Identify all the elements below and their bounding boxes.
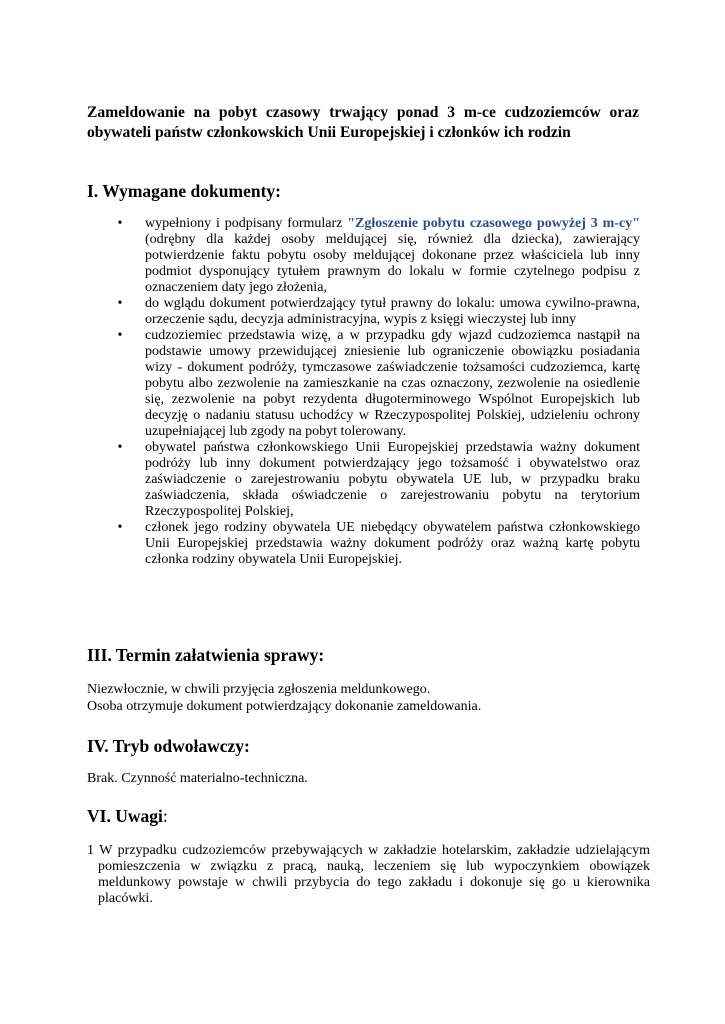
list-item-text: członek jego rodziny obywatela UE niebędący obywatelem państwa członkowskiego Unii Europejskiej przedstawia ważny dokument podróży oraz ważną kartę pobytu członka rodziny obywatela Unii Europejskiej. — [145, 520, 640, 567]
required-documents-list — [110, 216, 640, 568]
bullet-icon: • — [117, 328, 123, 343]
appeal-text: Brak. Czynność materialno-techniczna. — [87, 771, 308, 786]
bullet-icon: • — [117, 440, 123, 455]
remarks-note: 1 W przypadku cudzoziemców przebywających w zakładzie hotelarskim, zakładzie udzielającym pomieszczenia w związku z pracą, nauką, leczeniem się lub wypoczynkiem obowiązek meldunkowy powstaje w chwili przybycia do tego zakładu i dokonuje się go u kierownika placówki. — [87, 843, 650, 906]
section-heading-appeal: IV. Tryb odwoławczy: — [87, 736, 250, 756]
remarks-heading-text: VI. Uwagi — [87, 806, 163, 826]
deadline-text-2: Osoba otrzymuje dokument potwierdzający dokonanie zameldowania. — [87, 699, 482, 714]
form-name-link[interactable]: "Zgłoszenie pobytu czasowego powyżej 3 m-cy" — [347, 216, 640, 231]
list-item-text: wypełniony i podpisany formularz — [145, 216, 348, 231]
section-heading-remarks — [87, 805, 168, 827]
list-item — [110, 216, 640, 296]
document-title: Zameldowanie na pobyt czasowy trwający ponad 3 m-ce cudzoziemców oraz obywateli państw członkowskich Unii Europejskiej i członków ich rodzin — [87, 104, 639, 141]
list-item-text: do wglądu dokument potwierdzający tytuł prawny do lokalu: umowa cywilno-prawna, orzeczenie sądu, decyzja administracyjna, wypis z księgi wieczystej lub inny — [145, 296, 640, 327]
section-heading-required-documents: I. Wymagane dokumenty: — [87, 181, 281, 201]
list-item-text: (odrębny dla każdej osoby meldującej się, również dla dziecka), zawierający potwierdzenie faktu pobytu osoby meldującej dokonane przez właściciela lub inny podmiot dysponujący tytułem prawnym do lokalu w formie czytelnego podpisu z oznaczeniem daty jego złożenia, — [145, 232, 640, 295]
bullet-icon: • — [117, 296, 123, 311]
list-item — [110, 520, 640, 568]
bullet-icon: • — [117, 520, 123, 535]
list-item-text: cudzoziemiec przedstawia wizę, a w przypadku gdy wjazd cudzoziemca nastąpił na podstawie umowy przewidującej zniesienie lub ograniczenie obowiązku posiadania wizy - dokument podróży, tymczasowe zaświadczenie tożsamości cudzoziemca, kartę pobytu albo zezwolenie na zamieszkanie na czas oznaczony, zezwolenie na osiedlenie się, zezwolenie na pobyt rezydenta długoterminowego Wspólnot Europejskich lub decyzję o nadaniu statusu uchodźcy w Rzeczypospolitej Polskiej, udzieleniu ochrony uzupełniającej lub zgody na pobyt tolerowany. — [145, 328, 640, 439]
list-item-text: obywatel państwa członkowskiego Unii Europejskiej przedstawia ważny dokument podróży lub inny dokument potwierdzający jego tożsamość i obywatelstwo oraz zaświadczenie o zarejestrowaniu pobytu obywatela UE lub, w przypadku braku zaświadczenia, składa oświadczenie o zarejestrowaniu pobytu na terytorium Rzeczypospolitej Polskiej, — [145, 440, 640, 519]
bullet-icon: • — [117, 216, 123, 231]
deadline-text-1: Niezwłocznie, w chwili przyjęcia zgłoszenia meldunkowego. — [87, 682, 431, 697]
remarks-heading-colon: : — [162, 806, 168, 826]
list-item — [110, 296, 640, 328]
section-heading-deadline: III. Termin załatwienia sprawy: — [87, 645, 325, 665]
list-item — [110, 440, 640, 520]
list-item — [110, 328, 640, 440]
